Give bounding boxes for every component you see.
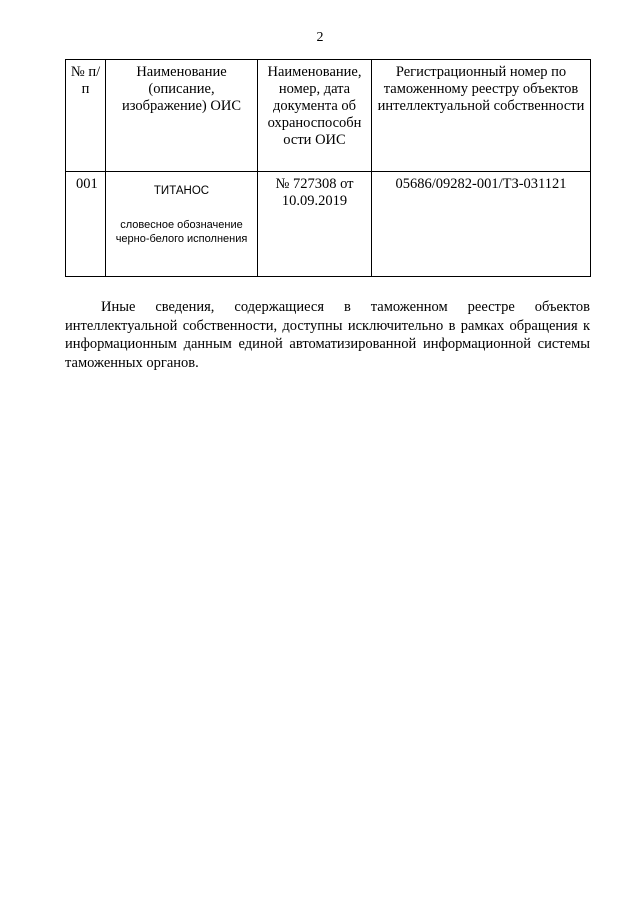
table-header-row <box>66 60 591 172</box>
row-document: № 727308 от 10.09.2019 <box>258 172 372 277</box>
ois-table <box>65 59 591 277</box>
row-ois-name <box>106 172 258 277</box>
trademark-description: словесное обозначение черно-белого исполнения <box>115 219 248 245</box>
header-number: № п/п <box>66 60 106 172</box>
page-number: 2 <box>316 30 324 45</box>
header-registry-number: Регистрационный номер по таможенному реестру объектов интеллектуальной собственности <box>372 60 591 172</box>
table-row <box>66 172 591 277</box>
row-registry-number: 05686/09282-001/ТЗ-031121 <box>372 172 591 277</box>
header-document: Наименование, номер, дата документа об охраноспособн ости ОИС <box>258 60 372 172</box>
info-paragraph: Иные сведения, содержащиеся в таможенном реестре объектов интеллектуальной собственности, доступны исключительно в рамках обращения к информационным данным единой автоматизированной информационной системы таможенных органов. <box>65 299 590 371</box>
header-ois-name: Наименование (описание, изображение) ОИС <box>106 60 258 172</box>
trademark-word: ТИТАНОС <box>153 185 210 197</box>
row-number: 001 <box>66 172 106 277</box>
